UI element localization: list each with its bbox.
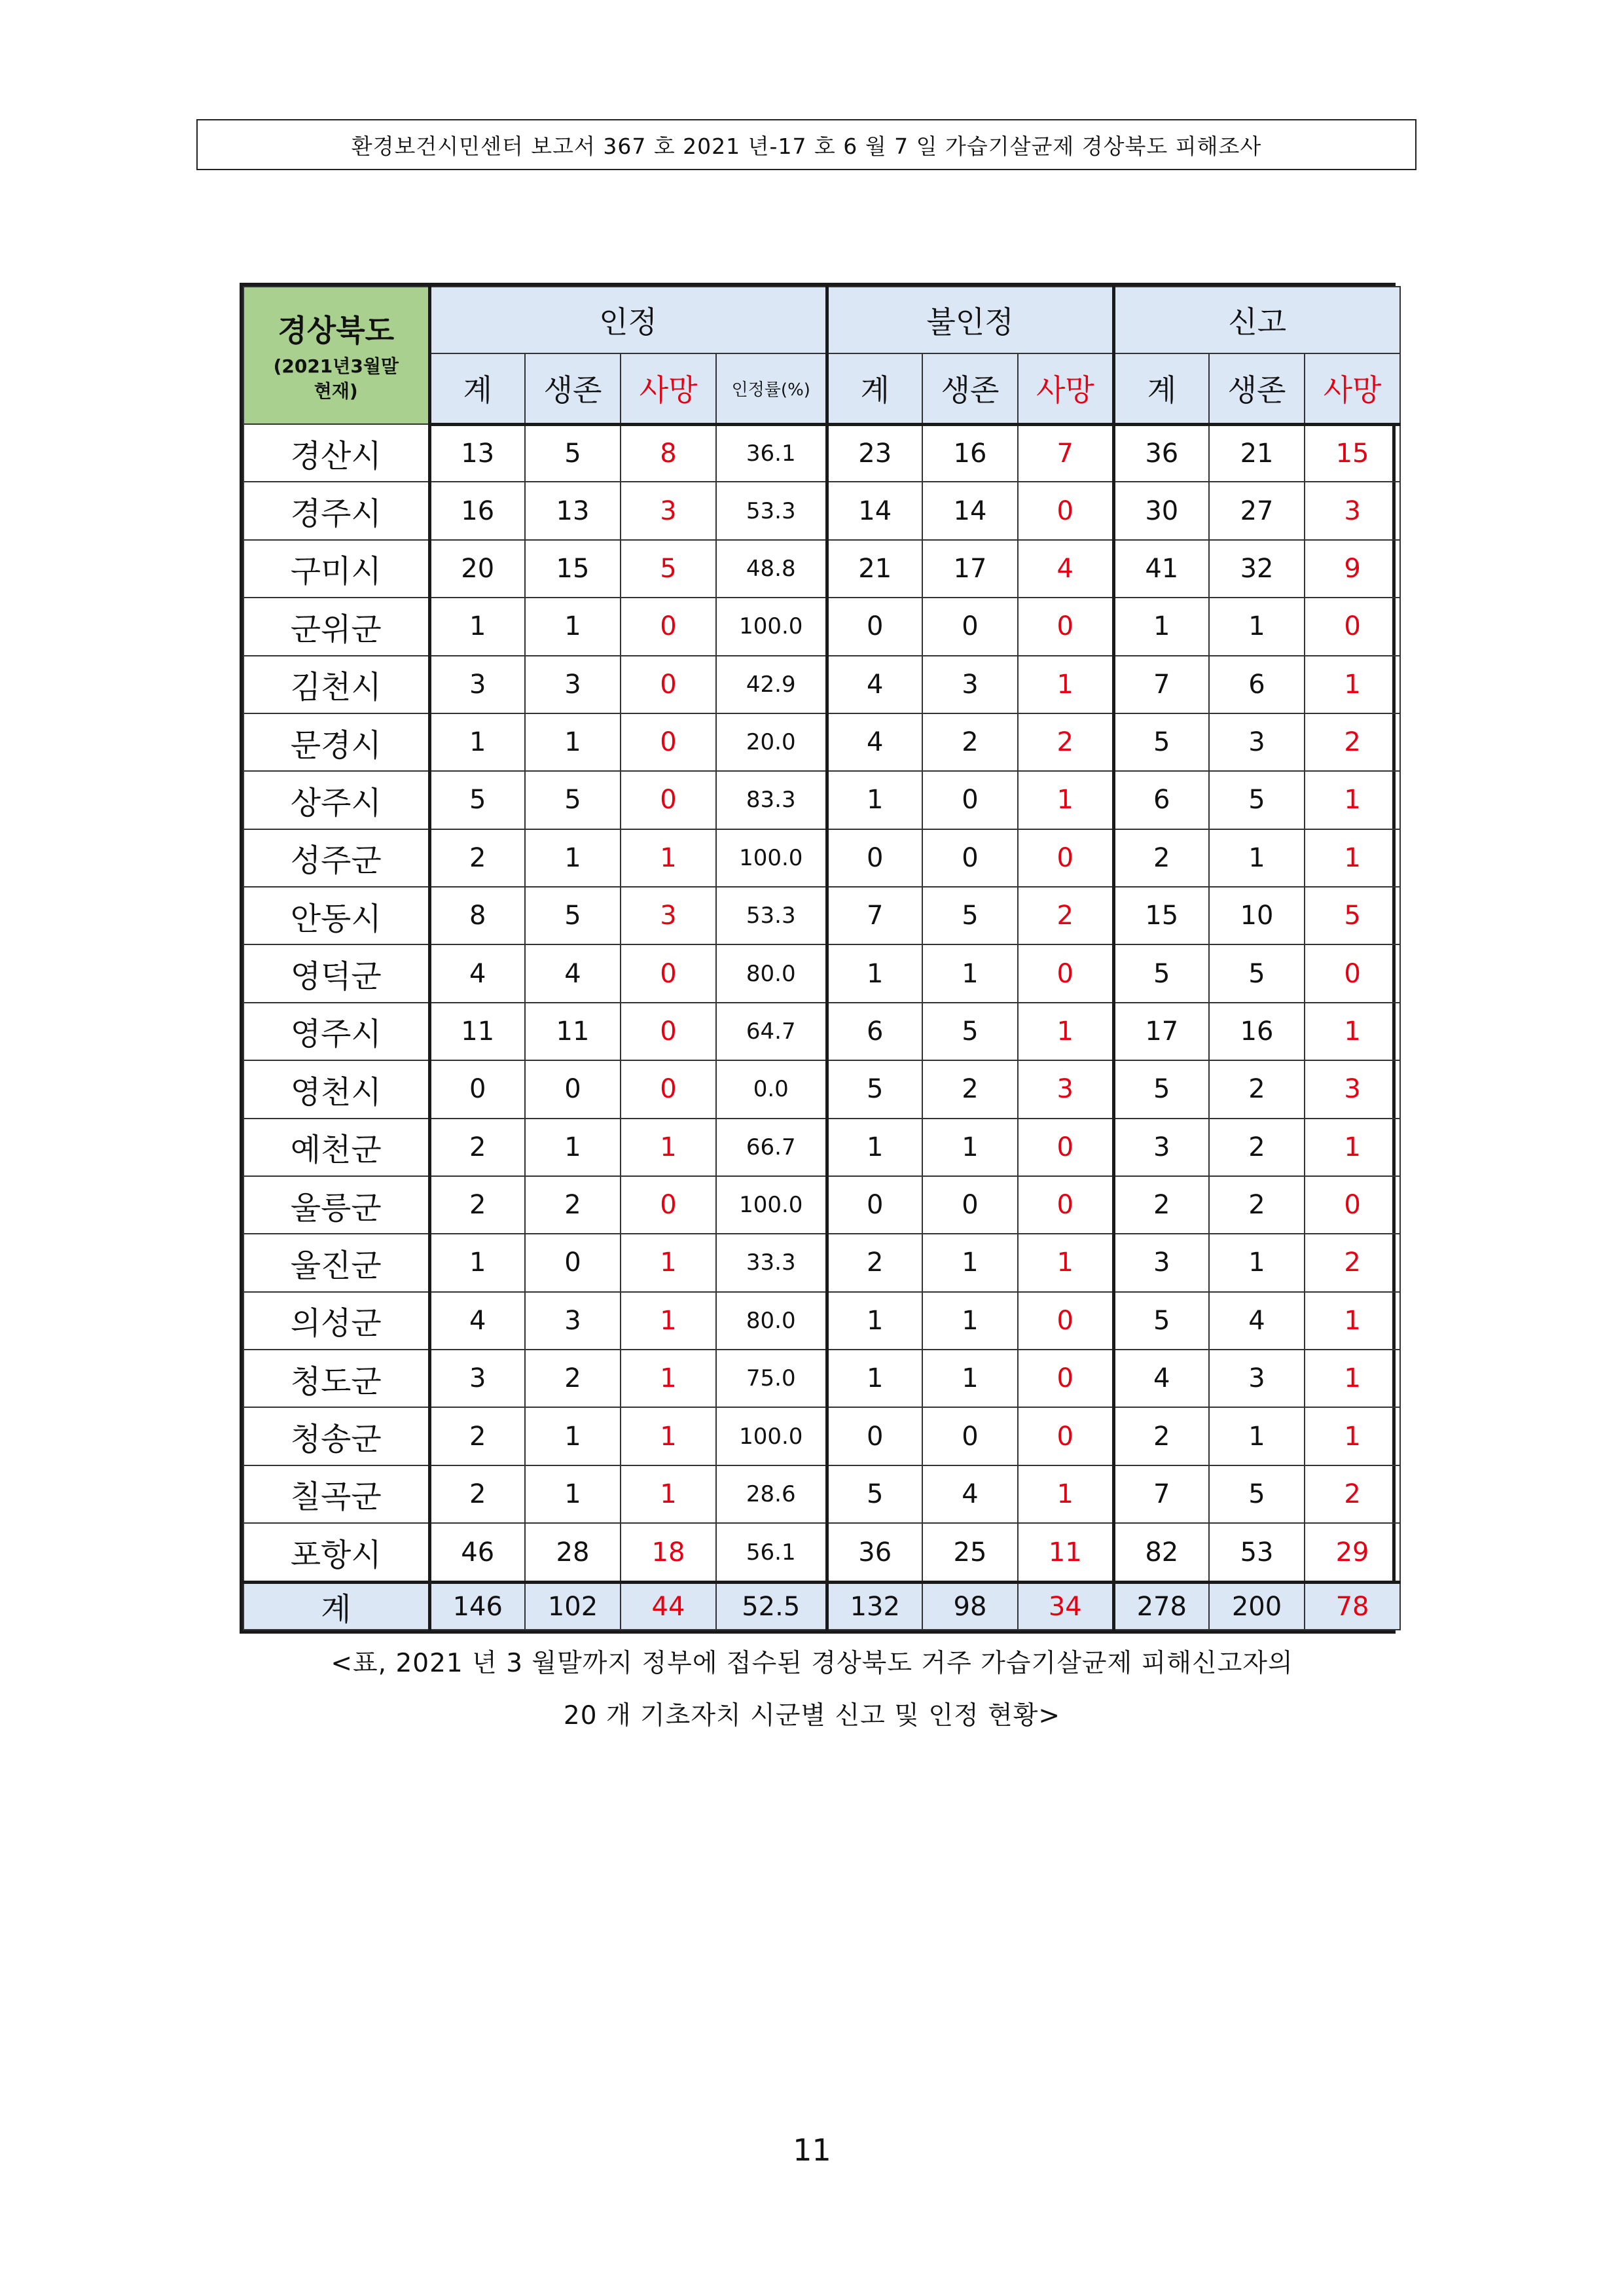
cell-not-recognized-total: 1 xyxy=(827,944,922,1002)
cell-recognized-alive: 1 xyxy=(525,1407,621,1465)
cell-recognized-total: 8 xyxy=(429,887,525,944)
table-row xyxy=(244,829,1400,887)
region-name: 울릉군 xyxy=(244,1176,429,1234)
cell-reported-total: 36 xyxy=(1113,424,1209,482)
cell-reported-dead: 1 xyxy=(1305,829,1400,887)
cell-recognized-dead: 1 xyxy=(621,1292,716,1350)
table-body xyxy=(244,424,1400,1583)
cell-recognized-alive: 0 xyxy=(525,1060,621,1118)
cell-recognized-total: 2 xyxy=(429,1465,525,1523)
table-row xyxy=(244,1060,1400,1118)
cell-not-recognized-alive: 0 xyxy=(922,598,1018,655)
region-name: 경산시 xyxy=(244,424,429,482)
cell-recognized-dead: 1 xyxy=(621,1234,716,1291)
cell-not-recognized-alive: 1 xyxy=(922,1292,1018,1350)
cell-recognized-total: 20 xyxy=(429,540,525,598)
cell-reported-alive: 5 xyxy=(1209,771,1305,829)
cell-reported-alive: 4 xyxy=(1209,1292,1305,1350)
cell-recognized-dead: 0 xyxy=(621,771,716,829)
cell-recognized-dead: 0 xyxy=(621,656,716,713)
table-row xyxy=(244,1465,1400,1523)
cell-not-recognized-alive: 2 xyxy=(922,713,1018,771)
group-header-row xyxy=(244,287,1400,353)
cell-recognized-alive: 5 xyxy=(525,424,621,482)
table-row xyxy=(244,944,1400,1002)
cell-recognized-total: 2 xyxy=(429,1176,525,1234)
table-caption-line-2: 20 개 기초자치 시군별 신고 및 인정 현황> xyxy=(563,1701,1061,1731)
cell-not-recognized-dead: 0 xyxy=(1018,598,1113,655)
cell-reported-total: 2 xyxy=(1113,1407,1209,1465)
cell-recognized-alive: 2 xyxy=(525,1350,621,1407)
cell-not-recognized-dead: 34 xyxy=(1018,1583,1113,1630)
cell-reported-total: 5 xyxy=(1113,713,1209,771)
cell-not-recognized-alive: 1 xyxy=(922,1350,1018,1407)
cell-recognized-dead: 44 xyxy=(621,1583,716,1630)
cell-reported-alive: 1 xyxy=(1209,829,1305,887)
cell-not-recognized-alive: 25 xyxy=(922,1523,1018,1582)
cell-reported-total: 5 xyxy=(1113,1060,1209,1118)
cell-not-recognized-total: 4 xyxy=(827,656,922,713)
table-row xyxy=(244,713,1400,771)
cell-reported-dead: 3 xyxy=(1305,482,1400,539)
cell-recognition-rate: 100.0 xyxy=(716,1176,827,1234)
cell-recognized-alive: 5 xyxy=(525,771,621,829)
cell-not-recognized-alive: 16 xyxy=(922,424,1018,482)
cell-recognized-alive: 3 xyxy=(525,1292,621,1350)
cell-not-recognized-dead: 0 xyxy=(1018,1407,1113,1465)
cell-not-recognized-dead: 2 xyxy=(1018,713,1113,771)
cell-reported-total: 2 xyxy=(1113,1176,1209,1234)
cell-not-recognized-total: 1 xyxy=(827,1350,922,1407)
cell-not-recognized-total: 132 xyxy=(827,1583,922,1630)
cell-reported-alive: 1 xyxy=(1209,598,1305,655)
cell-reported-dead: 0 xyxy=(1305,944,1400,1002)
cell-recognition-rate: 100.0 xyxy=(716,1407,827,1465)
cell-reported-total: 7 xyxy=(1113,656,1209,713)
cell-not-recognized-alive: 3 xyxy=(922,656,1018,713)
table-row xyxy=(244,656,1400,713)
cell-recognized-total: 3 xyxy=(429,1350,525,1407)
cell-reported-total: 3 xyxy=(1113,1119,1209,1176)
cell-not-recognized-dead: 0 xyxy=(1018,1350,1113,1407)
cell-reported-alive: 32 xyxy=(1209,540,1305,598)
cell-recognized-dead: 1 xyxy=(621,1407,716,1465)
cell-not-recognized-total: 5 xyxy=(827,1465,922,1523)
total-row xyxy=(244,1583,1400,1630)
table-row xyxy=(244,540,1400,598)
cell-not-recognized-total: 2 xyxy=(827,1234,922,1291)
cell-not-recognized-alive: 17 xyxy=(922,540,1018,598)
cell-recognition-rate: 28.6 xyxy=(716,1465,827,1523)
cell-reported-alive: 2 xyxy=(1209,1060,1305,1118)
cell-reported-total: 15 xyxy=(1113,887,1209,944)
cell-recognized-alive: 4 xyxy=(525,944,621,1002)
cell-not-recognized-total: 0 xyxy=(827,598,922,655)
cell-recognized-dead: 0 xyxy=(621,1003,716,1060)
cell-recognized-dead: 0 xyxy=(621,598,716,655)
cell-not-recognized-dead: 0 xyxy=(1018,1176,1113,1234)
cell-not-recognized-dead: 0 xyxy=(1018,829,1113,887)
table-row xyxy=(244,482,1400,539)
cell-reported-alive: 200 xyxy=(1209,1583,1305,1630)
cell-recognition-rate: 64.7 xyxy=(716,1003,827,1060)
sub-header-dead: 사망 xyxy=(1018,353,1113,424)
cell-recognized-dead: 5 xyxy=(621,540,716,598)
cell-not-recognized-alive: 4 xyxy=(922,1465,1018,1523)
cell-reported-alive: 10 xyxy=(1209,887,1305,944)
cell-recognition-rate: 66.7 xyxy=(716,1119,827,1176)
cell-recognition-rate: 80.0 xyxy=(716,1292,827,1350)
sub-header-total: 계 xyxy=(827,353,922,424)
cell-recognized-alive: 3 xyxy=(525,656,621,713)
sub-header-total: 계 xyxy=(1113,353,1209,424)
cell-reported-dead: 1 xyxy=(1305,771,1400,829)
corner-subtitle-2: 현재) xyxy=(314,380,358,402)
cell-reported-alive: 16 xyxy=(1209,1003,1305,1060)
cell-recognized-alive: 2 xyxy=(525,1176,621,1234)
cell-reported-total: 5 xyxy=(1113,1292,1209,1350)
cell-recognized-dead: 3 xyxy=(621,887,716,944)
cell-not-recognized-total: 1 xyxy=(827,771,922,829)
table-row xyxy=(244,1119,1400,1176)
region-name: 예천군 xyxy=(244,1119,429,1176)
cell-recognition-rate: 83.3 xyxy=(716,771,827,829)
cell-recognized-alive: 1 xyxy=(525,829,621,887)
cell-reported-total: 5 xyxy=(1113,944,1209,1002)
cell-not-recognized-total: 1 xyxy=(827,1119,922,1176)
table-row xyxy=(244,424,1400,482)
cell-not-recognized-alive: 0 xyxy=(922,829,1018,887)
region-name: 김천시 xyxy=(244,656,429,713)
cell-not-recognized-dead: 1 xyxy=(1018,1465,1113,1523)
group-header-not-recognized: 불인정 xyxy=(827,287,1113,353)
region-name: 문경시 xyxy=(244,713,429,771)
cell-reported-total: 3 xyxy=(1113,1234,1209,1291)
cell-not-recognized-total: 36 xyxy=(827,1523,922,1582)
region-name: 안동시 xyxy=(244,887,429,944)
damage-status-table xyxy=(243,286,1401,1630)
cell-not-recognized-total: 21 xyxy=(827,540,922,598)
cell-not-recognized-dead: 1 xyxy=(1018,1234,1113,1291)
cell-recognized-dead: 1 xyxy=(621,1350,716,1407)
sub-header-dead: 사망 xyxy=(1305,353,1400,424)
cell-recognized-total: 1 xyxy=(429,598,525,655)
cell-reported-dead: 15 xyxy=(1305,424,1400,482)
cell-recognition-rate: 53.3 xyxy=(716,887,827,944)
cell-reported-alive: 1 xyxy=(1209,1407,1305,1465)
cell-recognized-dead: 1 xyxy=(621,1465,716,1523)
cell-recognized-alive: 0 xyxy=(525,1234,621,1291)
region-name: 울진군 xyxy=(244,1234,429,1291)
cell-recognized-dead: 0 xyxy=(621,1176,716,1234)
cell-reported-alive: 53 xyxy=(1209,1523,1305,1582)
sub-header-alive: 생존 xyxy=(525,353,621,424)
cell-reported-dead: 2 xyxy=(1305,1234,1400,1291)
cell-not-recognized-total: 5 xyxy=(827,1060,922,1118)
region-name: 포항시 xyxy=(244,1523,429,1582)
cell-reported-dead: 1 xyxy=(1305,1292,1400,1350)
sub-header-rate: 인정률(%) xyxy=(716,353,827,424)
cell-not-recognized-dead: 0 xyxy=(1018,482,1113,539)
cell-not-recognized-total: 0 xyxy=(827,829,922,887)
page-number: 11 xyxy=(793,2132,831,2168)
cell-recognition-rate: 20.0 xyxy=(716,713,827,771)
table-row xyxy=(244,1523,1400,1582)
cell-not-recognized-alive: 14 xyxy=(922,482,1018,539)
sub-header-alive: 생존 xyxy=(922,353,1018,424)
cell-recognition-rate: 48.8 xyxy=(716,540,827,598)
cell-not-recognized-total: 6 xyxy=(827,1003,922,1060)
cell-recognition-rate: 42.9 xyxy=(716,656,827,713)
region-name: 의성군 xyxy=(244,1292,429,1350)
cell-not-recognized-alive: 1 xyxy=(922,1234,1018,1291)
cell-recognition-rate: 36.1 xyxy=(716,424,827,482)
cell-not-recognized-dead: 2 xyxy=(1018,887,1113,944)
cell-recognized-total: 1 xyxy=(429,1234,525,1291)
cell-recognition-rate: 100.0 xyxy=(716,829,827,887)
cell-reported-total: 17 xyxy=(1113,1003,1209,1060)
total-label: 계 xyxy=(244,1583,429,1630)
cell-reported-total: 2 xyxy=(1113,829,1209,887)
table-row xyxy=(244,1234,1400,1291)
cell-recognition-rate: 53.3 xyxy=(716,482,827,539)
cell-not-recognized-alive: 98 xyxy=(922,1583,1018,1630)
region-name: 구미시 xyxy=(244,540,429,598)
report-header: 환경보건시민센터 보고서 367 호 2021 년-17 호 6 월 7 일 가습기살균제 경상북도 피해조사 xyxy=(196,119,1416,170)
cell-recognized-alive: 5 xyxy=(525,887,621,944)
cell-not-recognized-total: 0 xyxy=(827,1176,922,1234)
cell-not-recognized-total: 14 xyxy=(827,482,922,539)
cell-not-recognized-alive: 1 xyxy=(922,1119,1018,1176)
cell-reported-total: 4 xyxy=(1113,1350,1209,1407)
region-table xyxy=(240,283,1396,1634)
cell-not-recognized-dead: 0 xyxy=(1018,1119,1113,1176)
cell-not-recognized-dead: 3 xyxy=(1018,1060,1113,1118)
cell-recognized-total: 2 xyxy=(429,1407,525,1465)
cell-reported-alive: 5 xyxy=(1209,1465,1305,1523)
cell-not-recognized-dead: 4 xyxy=(1018,540,1113,598)
cell-reported-dead: 29 xyxy=(1305,1523,1400,1582)
cell-reported-dead: 1 xyxy=(1305,1350,1400,1407)
cell-reported-total: 41 xyxy=(1113,540,1209,598)
cell-not-recognized-alive: 0 xyxy=(922,1407,1018,1465)
cell-reported-dead: 1 xyxy=(1305,1003,1400,1060)
cell-reported-dead: 3 xyxy=(1305,1060,1400,1118)
cell-reported-alive: 27 xyxy=(1209,482,1305,539)
cell-not-recognized-total: 23 xyxy=(827,424,922,482)
sub-header-dead: 사망 xyxy=(621,353,716,424)
cell-recognized-total: 4 xyxy=(429,1292,525,1350)
cell-recognized-alive: 15 xyxy=(525,540,621,598)
cell-recognized-dead: 0 xyxy=(621,944,716,1002)
cell-reported-total: 6 xyxy=(1113,771,1209,829)
cell-reported-alive: 3 xyxy=(1209,1350,1305,1407)
cell-reported-dead: 1 xyxy=(1305,656,1400,713)
cell-recognized-total: 146 xyxy=(429,1583,525,1630)
cell-reported-dead: 0 xyxy=(1305,1176,1400,1234)
cell-reported-total: 1 xyxy=(1113,598,1209,655)
table-row xyxy=(244,1292,1400,1350)
cell-recognized-total: 1 xyxy=(429,713,525,771)
cell-recognized-dead: 3 xyxy=(621,482,716,539)
table-row xyxy=(244,771,1400,829)
cell-reported-alive: 2 xyxy=(1209,1176,1305,1234)
cell-recognized-total: 16 xyxy=(429,482,525,539)
cell-reported-alive: 6 xyxy=(1209,656,1305,713)
cell-recognized-alive: 13 xyxy=(525,482,621,539)
cell-reported-alive: 5 xyxy=(1209,944,1305,1002)
cell-recognized-alive: 1 xyxy=(525,598,621,655)
region-name: 영주시 xyxy=(244,1003,429,1060)
cell-recognition-rate: 0.0 xyxy=(716,1060,827,1118)
cell-recognized-dead: 0 xyxy=(621,1060,716,1118)
cell-reported-alive: 2 xyxy=(1209,1119,1305,1176)
region-name: 영덕군 xyxy=(244,944,429,1002)
cell-recognized-total: 46 xyxy=(429,1523,525,1582)
group-header-reported: 신고 xyxy=(1113,287,1400,353)
cell-recognized-alive: 28 xyxy=(525,1523,621,1582)
cell-recognized-total: 3 xyxy=(429,656,525,713)
cell-reported-total: 82 xyxy=(1113,1523,1209,1582)
cell-not-recognized-dead: 0 xyxy=(1018,944,1113,1002)
cell-reported-alive: 21 xyxy=(1209,424,1305,482)
cell-recognition-rate: 33.3 xyxy=(716,1234,827,1291)
cell-reported-dead: 2 xyxy=(1305,713,1400,771)
cell-reported-alive: 1 xyxy=(1209,1234,1305,1291)
table-row xyxy=(244,887,1400,944)
cell-recognized-alive: 1 xyxy=(525,1465,621,1523)
cell-not-recognized-total: 7 xyxy=(827,887,922,944)
cell-recognition-rate: 80.0 xyxy=(716,944,827,1002)
cell-reported-total: 278 xyxy=(1113,1583,1209,1630)
cell-reported-dead: 9 xyxy=(1305,540,1400,598)
cell-reported-alive: 3 xyxy=(1209,713,1305,771)
cell-recognized-total: 0 xyxy=(429,1060,525,1118)
corner-subtitle-1: (2021년3월말 xyxy=(273,355,399,378)
cell-recognized-total: 5 xyxy=(429,771,525,829)
cell-recognition-rate: 75.0 xyxy=(716,1350,827,1407)
region-name: 상주시 xyxy=(244,771,429,829)
cell-not-recognized-alive: 1 xyxy=(922,944,1018,1002)
cell-not-recognized-alive: 5 xyxy=(922,1003,1018,1060)
cell-recognition-rate: 56.1 xyxy=(716,1523,827,1582)
table-row xyxy=(244,1407,1400,1465)
region-name: 청도군 xyxy=(244,1350,429,1407)
sub-header-total: 계 xyxy=(429,353,525,424)
cell-reported-dead: 5 xyxy=(1305,887,1400,944)
cell-not-recognized-alive: 2 xyxy=(922,1060,1018,1118)
table-row xyxy=(244,1003,1400,1060)
cell-recognized-dead: 1 xyxy=(621,829,716,887)
table-row xyxy=(244,1350,1400,1407)
cell-reported-dead: 1 xyxy=(1305,1119,1400,1176)
cell-reported-dead: 2 xyxy=(1305,1465,1400,1523)
cell-recognized-alive: 1 xyxy=(525,1119,621,1176)
cell-recognized-total: 2 xyxy=(429,829,525,887)
cell-not-recognized-dead: 1 xyxy=(1018,771,1113,829)
cell-reported-total: 7 xyxy=(1113,1465,1209,1523)
cell-recognized-total: 4 xyxy=(429,944,525,1002)
cell-not-recognized-dead: 11 xyxy=(1018,1523,1113,1582)
cell-not-recognized-alive: 0 xyxy=(922,1176,1018,1234)
cell-reported-total: 30 xyxy=(1113,482,1209,539)
cell-not-recognized-total: 1 xyxy=(827,1292,922,1350)
cell-not-recognized-dead: 1 xyxy=(1018,656,1113,713)
cell-recognition-rate: 52.5 xyxy=(716,1583,827,1630)
cell-not-recognized-alive: 0 xyxy=(922,771,1018,829)
cell-not-recognized-alive: 5 xyxy=(922,887,1018,944)
cell-recognized-dead: 18 xyxy=(621,1523,716,1582)
corner-header-cell xyxy=(244,287,429,424)
cell-recognized-total: 13 xyxy=(429,424,525,482)
table-row xyxy=(244,1176,1400,1234)
table-row xyxy=(244,598,1400,655)
cell-recognized-dead: 0 xyxy=(621,713,716,771)
cell-recognition-rate: 100.0 xyxy=(716,598,827,655)
cell-recognized-dead: 1 xyxy=(621,1119,716,1176)
cell-not-recognized-total: 0 xyxy=(827,1407,922,1465)
cell-recognized-total: 11 xyxy=(429,1003,525,1060)
table-caption-line-1: <표, 2021 년 3 월말까지 정부에 접수된 경상북도 거주 가습기살균제 피해신고자의 xyxy=(331,1649,1293,1678)
region-name: 군위군 xyxy=(244,598,429,655)
sub-header-alive: 생존 xyxy=(1209,353,1305,424)
corner-title: 경상북도 xyxy=(278,313,395,349)
region-name: 성주군 xyxy=(244,829,429,887)
cell-recognized-alive: 11 xyxy=(525,1003,621,1060)
region-name: 영천시 xyxy=(244,1060,429,1118)
cell-recognized-dead: 8 xyxy=(621,424,716,482)
cell-not-recognized-total: 4 xyxy=(827,713,922,771)
region-name: 경주시 xyxy=(244,482,429,539)
cell-not-recognized-dead: 0 xyxy=(1018,1292,1113,1350)
cell-not-recognized-dead: 7 xyxy=(1018,424,1113,482)
cell-reported-dead: 0 xyxy=(1305,598,1400,655)
cell-recognized-alive: 1 xyxy=(525,713,621,771)
cell-reported-dead: 78 xyxy=(1305,1583,1400,1630)
region-name: 청송군 xyxy=(244,1407,429,1465)
group-header-recognized: 인정 xyxy=(429,287,827,353)
cell-recognized-total: 2 xyxy=(429,1119,525,1176)
cell-recognized-alive: 102 xyxy=(525,1583,621,1630)
cell-not-recognized-dead: 1 xyxy=(1018,1003,1113,1060)
cell-reported-dead: 1 xyxy=(1305,1407,1400,1465)
region-name: 칠곡군 xyxy=(244,1465,429,1523)
